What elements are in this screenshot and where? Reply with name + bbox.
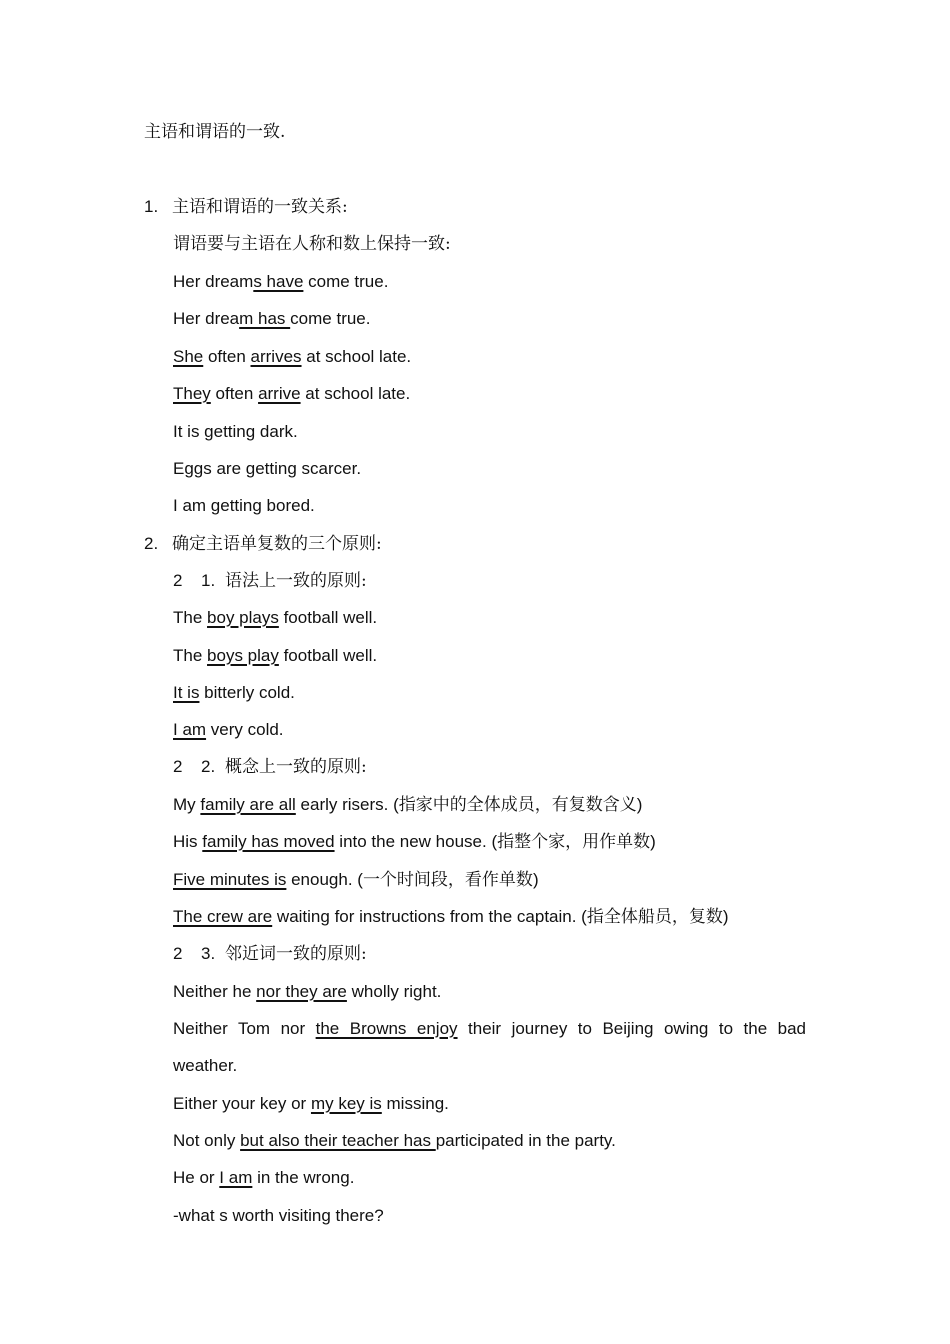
example-line: Not only but also their teacher has participated in the party.: [173, 1131, 616, 1150]
section-2-heading: [144, 533, 382, 555]
underlined-phrase: I am: [173, 720, 207, 739]
underlined-phrase: nor they are: [256, 982, 347, 1001]
section-1-number: 1.: [144, 197, 159, 216]
page-title: 主语和谓语的一致.: [144, 122, 286, 142]
example-line: His family has moved into the new house. (指整个家，用作单数): [173, 832, 656, 852]
chinese-note: 指全体船员，复数: [586, 907, 723, 927]
underlined-subject: They: [173, 384, 211, 403]
underlined-phrase: I am: [219, 1168, 253, 1187]
underlined-phrase: m has: [239, 309, 291, 328]
example-line: weather.: [173, 1056, 238, 1075]
underlined-phrase: It is: [173, 683, 200, 702]
example-line: My family are all early risers. (指家中的全体成员，有复数含义): [173, 795, 643, 815]
underlined-verb: arrive: [258, 384, 301, 403]
example-line: She often arrives at school late.: [173, 347, 412, 366]
underlined-verb: arrives: [250, 347, 302, 366]
example-line: Her dreams have come true.: [173, 272, 389, 291]
example-line: Neither Tom nor the Browns enjoy their journey to Beijing owing to the bad: [173, 1019, 806, 1038]
chinese-note: 一个时间段，看作单数: [362, 870, 533, 890]
subsection-2-2-heading: 2 2. 概念上一致的原则:: [173, 757, 367, 777]
example-line: He or I am in the wrong.: [173, 1168, 355, 1187]
example-line: Neither he nor they are wholly right.: [173, 982, 442, 1001]
underlined-subject: She: [173, 347, 204, 366]
underlined-phrase: but also their teacher has: [240, 1131, 436, 1150]
section-2-number: 2.: [144, 534, 159, 553]
underlined-phrase: family are all: [200, 795, 296, 814]
section-1-heading: [144, 196, 348, 218]
example-line: Five minutes is enough. (一个时间段，看作单数): [173, 870, 539, 890]
example-line: It is bitterly cold.: [173, 683, 295, 702]
example-line: It is getting dark.: [173, 422, 298, 441]
underlined-phrase: the Browns enjoy: [315, 1019, 458, 1038]
section-2-title: 确定主语单复数的三个原则:: [172, 534, 382, 554]
chinese-note: 指整个家，用作单数: [497, 832, 651, 852]
example-line: I am getting bored.: [173, 496, 315, 515]
underlined-phrase: family has moved: [202, 832, 335, 851]
underlined-phrase: Five minutes is: [173, 870, 287, 889]
example-line: Her dream has come true.: [173, 309, 371, 328]
example-line: The boys play football well.: [173, 646, 378, 665]
example-line: -what s worth visiting there?: [173, 1206, 384, 1225]
subsection-2-3-heading: 2 3. 邻近词一致的原则:: [173, 944, 367, 964]
example-line: They often arrive at school late.: [173, 384, 411, 403]
example-line: Eggs are getting scarcer.: [173, 459, 362, 478]
section-1-title: 主语和谓语的一致关系:: [172, 197, 348, 217]
example-line: I am very cold.: [173, 720, 284, 739]
underlined-phrase: boys play: [207, 646, 279, 665]
chinese-note: 指家中的全体成员，有复数含义: [398, 795, 637, 815]
example-line: The boy plays football well.: [173, 608, 378, 627]
subsection-2-1-heading: 2 1. 语法上一致的原则:: [173, 571, 367, 591]
example-line: Either your key or my key is missing.: [173, 1094, 449, 1113]
underlined-phrase: my key is: [310, 1094, 382, 1113]
example-line: The crew are waiting for instructions from the captain. (指全体船员，复数): [173, 907, 729, 927]
underlined-phrase: The crew are: [173, 907, 273, 926]
underlined-phrase: s have: [253, 272, 304, 291]
underlined-phrase: boy plays: [207, 608, 279, 627]
section-1-intro: 谓语要与主语在人称和数上保持一致:: [173, 234, 451, 254]
